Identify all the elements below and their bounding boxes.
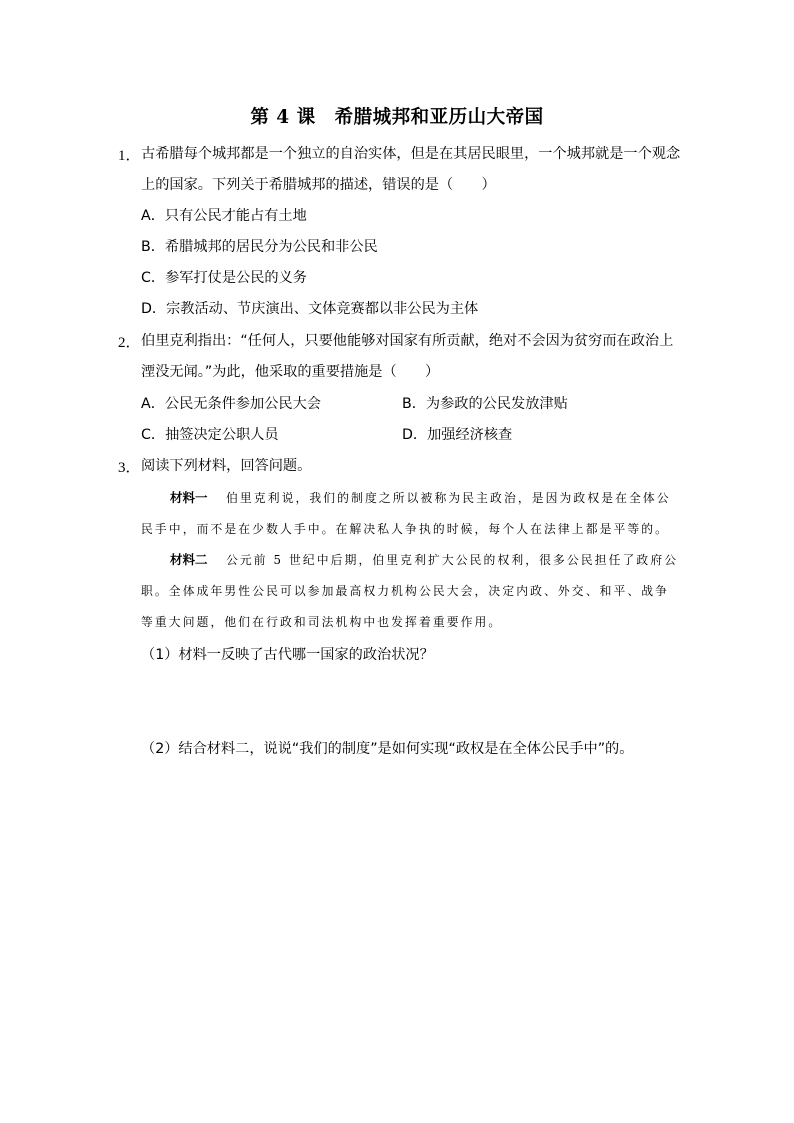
material-2-line-2: 职。全体成年男性公民可以参加最高权力机构公民大会，决定内政、外交、和平、战争 [141, 584, 670, 598]
question-1-option-d: D．宗教活动、节庆演出、文体竞赛都以非公民为主体 [141, 301, 479, 317]
question-1-stem-line-1: 古希腊每个城邦都是一个独立的自治实体，但是在其居民眼里，一个城邦就是一个观念 [141, 146, 681, 162]
question-2-stem-line-2: 湮没无闻。”为此，他采取的重要措施是（ ） [141, 364, 440, 380]
question-2-option-b: B．为参政的公民发放津贴 [402, 396, 568, 412]
question-2-option-d: D．加强经济核查 [402, 427, 513, 443]
material-1-line-2: 民手中，而不是在少数人手中。在解决私人争执的时候，每个人在法律上都是平等的。 [141, 522, 670, 536]
question-1-option-a: A．只有公民才能占有土地 [141, 208, 307, 224]
question-2-number: 2． [118, 335, 141, 351]
question-1-stem-line-2: 上的国家。下列关于希腊城邦的描述，错误的是（ ） [141, 177, 496, 193]
question-2-option-c: C．抽签决定公职人员 [141, 427, 279, 443]
question-2-stem-line-1: 伯里克利指出：“任何人，只要他能够对国家有所贡献，绝对不会因为贫穷而在政治上 [141, 333, 674, 349]
material-2-line-1: 公元前 5 世纪中后期，伯里克利扩大公民的权利，很多公民担任了政府公 [226, 553, 679, 567]
sub-question-1: （1）材料一反映了古代哪一国家的政治状况？ [141, 647, 434, 663]
material-1-label: 材料一 [170, 490, 208, 505]
material-2-label: 材料二 [170, 552, 208, 567]
material-2-line-3: 等重大问题，他们在行政和司法机构中也发挥着重要作用。 [141, 615, 503, 629]
lesson-title: 第 4 课 希腊城邦和亚历山大帝国 [250, 107, 544, 128]
material-1-line-1: 伯里克利说，我们的制度之所以被称为民主政治，是因为政权是在全体公 [226, 491, 671, 505]
sub-question-2: （2）结合材料二，说说“我们的制度”是如何实现“政权是在全体公民手中”的。 [141, 741, 634, 757]
question-1-option-b: B．希腊城邦的居民分为公民和非公民 [141, 239, 378, 255]
question-3-intro: 阅读下列材料，回答问题。 [141, 458, 312, 474]
question-1-number: 1． [118, 148, 141, 164]
question-1-option-c: C．参军打仗是公民的义务 [141, 270, 307, 286]
question-3-number: 3． [118, 460, 141, 476]
question-2-option-a: A．公民无条件参加公民大会 [141, 396, 321, 412]
